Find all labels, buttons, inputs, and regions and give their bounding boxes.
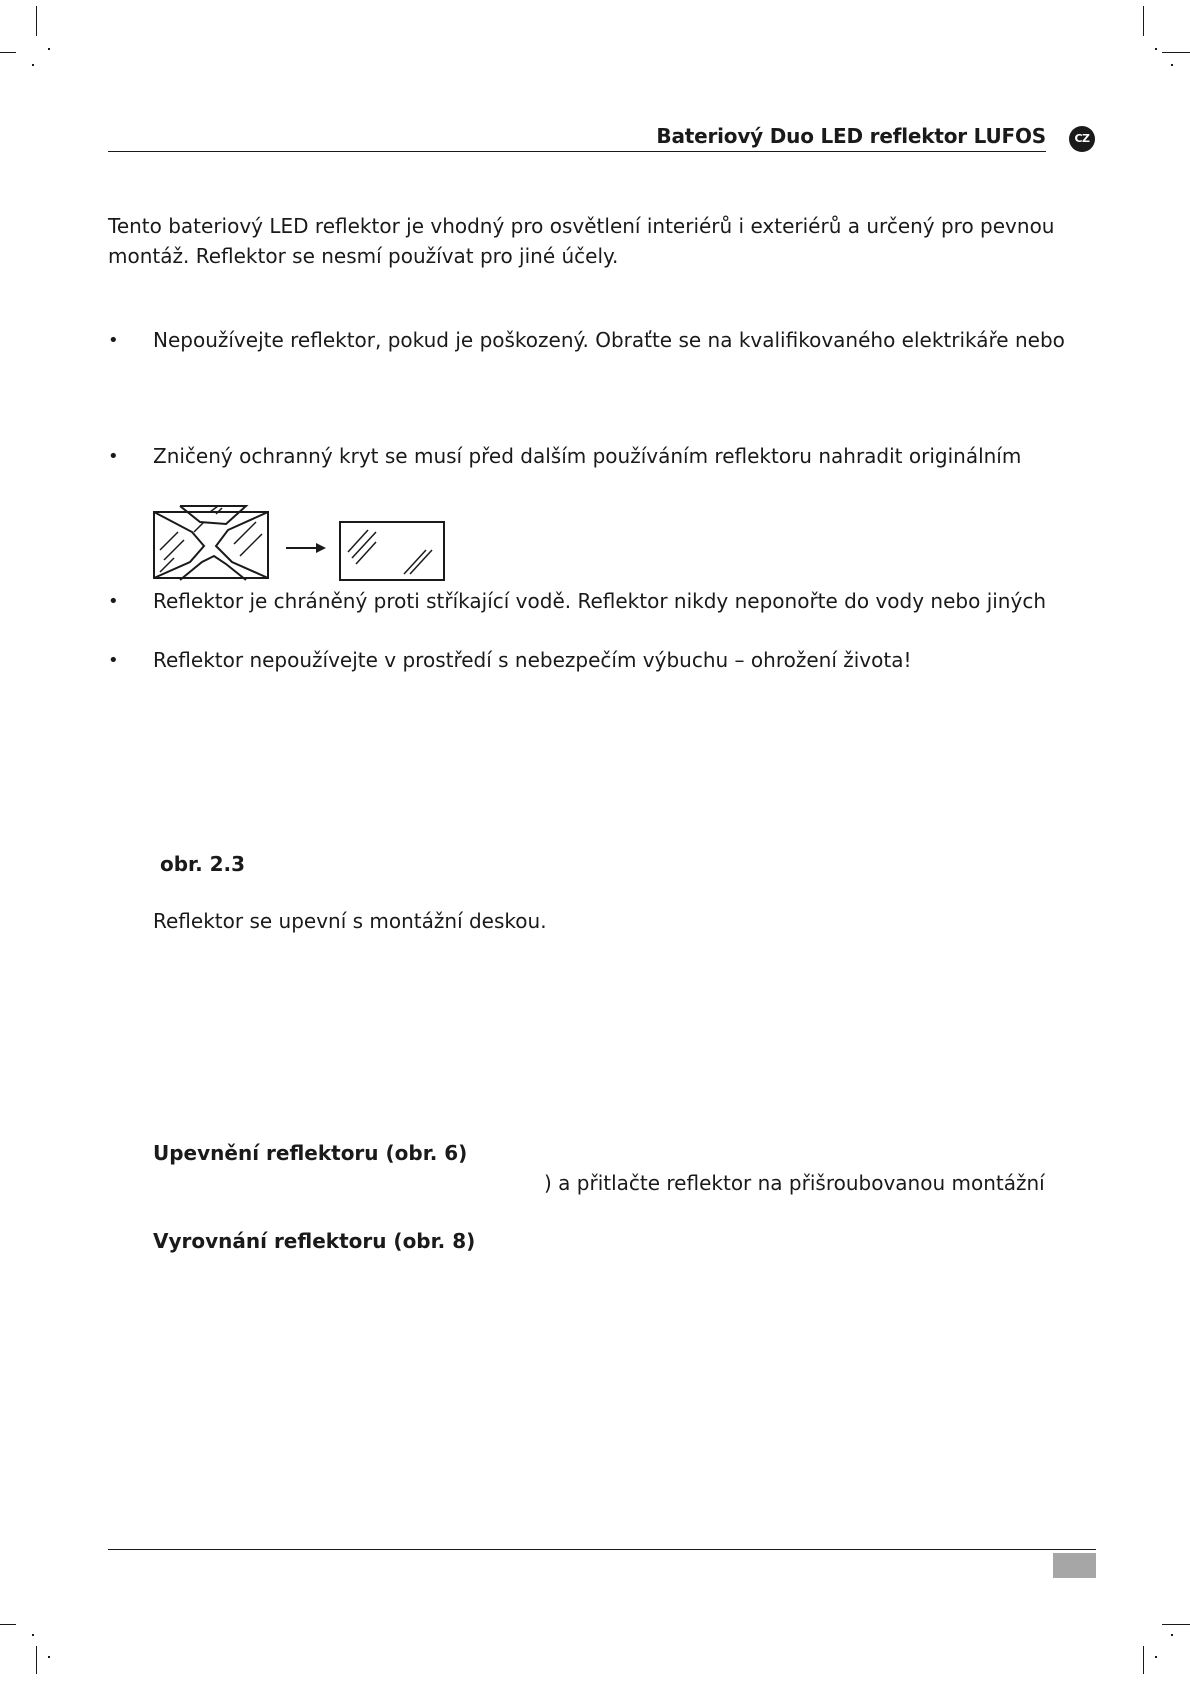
bullet-cover: Zničený ochranný kryt se musí před dalším používáním reflektoru nahradit originálním [153, 444, 1022, 468]
crop-dot [32, 1634, 34, 1636]
bullet-explosion: Reflektor nepoužívejte v prostředí s nebezpečím výbuchu – ohrožení života! [153, 648, 912, 672]
crop-dot [1155, 1656, 1157, 1658]
crop-dot [48, 48, 50, 50]
page-number-box [1053, 1553, 1096, 1578]
mounting-text: Reflektor se upevní s montážní deskou. [153, 909, 547, 933]
crop-mark [36, 1646, 37, 1674]
crop-mark [1162, 52, 1190, 53]
figure-reference: obr. 2.3 [160, 852, 246, 876]
bullet-damaged: Nepoužívejte reflektor, pokud je poškozený. Obraťte se na kvalifikovaného elektrikáře nebo [153, 328, 1065, 352]
crop-mark [0, 1624, 16, 1625]
fixing-heading: Upevnění reflektoru (obr. 6) [153, 1141, 468, 1165]
crop-mark [0, 52, 16, 53]
crop-dot [48, 1656, 50, 1658]
crop-dot [32, 64, 34, 66]
document-title: Bateriový Duo LED reflektor LUFOS [656, 124, 1046, 148]
fixing-text: ) a přitlačte reflektor na přišroubovanou montážní [544, 1171, 1045, 1195]
intro-line-2: montáž. Reflektor se nesmí používat pro jiné účely. [108, 244, 619, 268]
intro-line-1: Tento bateriový LED reflektor je vhodný pro osvětlení interiérů i exteriérů a určený pro pevnou [108, 214, 1055, 238]
intact-glass-icon [340, 522, 444, 580]
bullet-mark: • [108, 446, 119, 467]
bullet-mark: • [108, 650, 119, 671]
broken-glass-icon [154, 506, 268, 580]
crop-dot [1171, 64, 1173, 66]
bullet-water: Reflektor je chráněný proti stříkající vodě. Reflektor nikdy neponořte do vody nebo jiných [153, 589, 1046, 613]
bullet-mark: • [108, 330, 119, 351]
language-badge: CZ [1069, 126, 1095, 152]
bullet-mark: • [108, 591, 119, 612]
cover-replacement-illustration [150, 500, 450, 584]
crop-dot [1155, 48, 1157, 50]
header-rule [108, 151, 1046, 152]
alignment-heading: Vyrovnání reflektoru (obr. 8) [153, 1229, 476, 1253]
crop-mark [1143, 1646, 1144, 1674]
crop-mark [36, 6, 37, 36]
crop-dot [1171, 1634, 1173, 1636]
footer-rule [108, 1549, 1096, 1550]
crop-mark [1143, 6, 1144, 36]
crop-mark [1162, 1624, 1190, 1625]
arrow-right-icon [286, 543, 326, 553]
